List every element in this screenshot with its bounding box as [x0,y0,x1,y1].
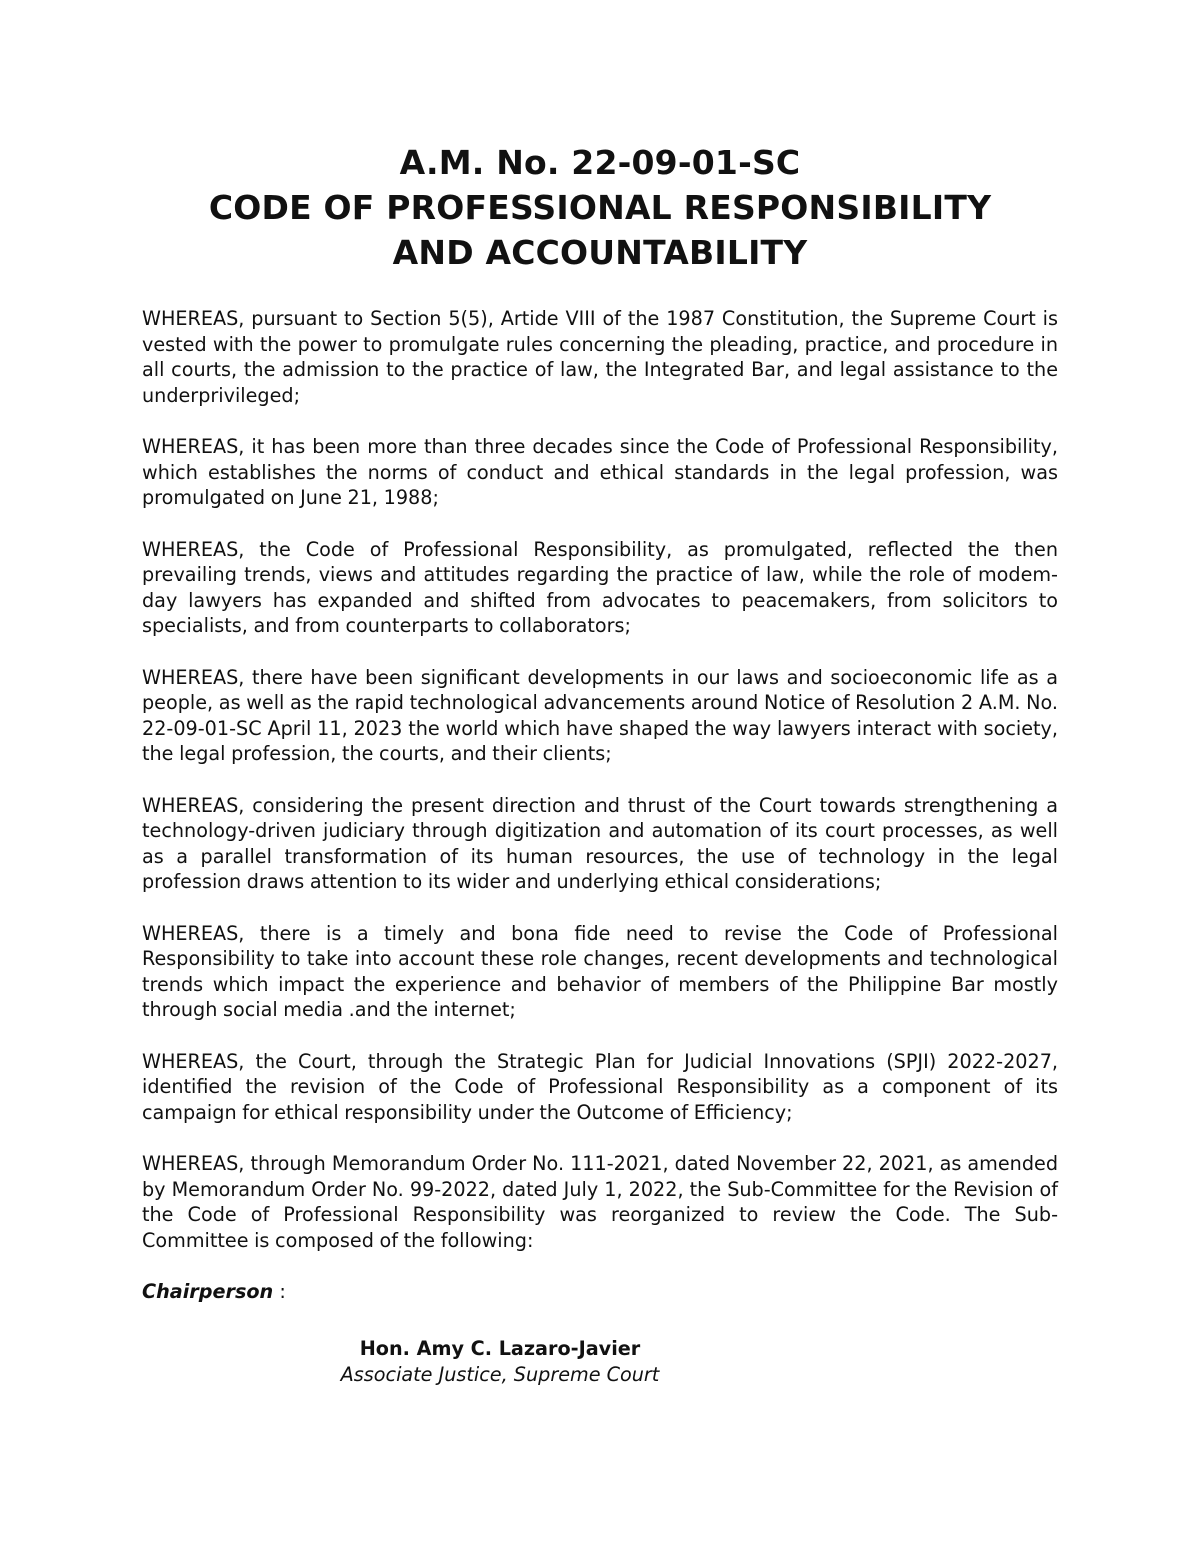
whereas-paragraph-2: WHEREAS, it has been more than three decades since the Code of Professional Responsibility, which establishes the norms of conduct and ethical standards in the legal profession, was promulgated on June 21, 1988; [142,435,1058,509]
chairperson-label: Chairperson [142,1280,274,1303]
chairperson-name: Hon. Amy C. Lazaro-Javier [359,1336,641,1360]
title-case-number: A.M. No. 22-09-01-SC [399,143,801,182]
document-body [142,306,1058,1387]
whereas-paragraph-4: WHEREAS, there have been significant developments in our laws and socioeconomic life as a people, as well as the rapid technological advancements around Notice of Resolution 2 A.M. No. 22-09-01-SC April 11, 2023 the world which have shaped the way lawyers interact with society, the legal profession, the courts, and their clients; [142,665,1058,765]
title-code-name-continued: AND ACCOUNTABILITY [392,233,808,272]
document-title [0,140,1200,275]
whereas-paragraph-1: WHEREAS, pursuant to Section 5(5), Artide VIII of the 1987 Constitution, the Supreme Court is vested with the power to promulgate rules concerning the pleading, practice, and procedure in all courts, the admission to the practice of law, the Integrated Bar, and legal assistance to the underprivileged; [142,307,1058,407]
whereas-paragraph-6: WHEREAS, there is a timely and bona fide need to revise the Code of Professional Responsibility to take into account these role changes, recent developments and technological trends which impact the experience and behavior of members of the Philippine Bar mostly through social media .and the internet; [142,921,1058,1021]
whereas-paragraph-8: WHEREAS, through Memorandum Order No. 111-2021, dated November 22, 2021, as amended by Memorandum Order No. 99-2022, dated July 1, 2022, the Sub-Committee for the Revision of the Code of Professional Responsibility was reorganized to review the Code. The Sub-Committee is composed of the following: [142,1152,1058,1252]
chairperson-title: Associate Justice, Supreme Court [340,1362,660,1386]
title-code-name: CODE OF PROFESSIONAL RESPONSIBILITY [208,188,992,227]
whereas-paragraph-3: WHEREAS, the Code of Professional Responsibility, as promulgated, reflected the then prevailing trends, views and attitudes regarding the practice of law, while the role of modem-day lawyers has expanded and shifted from advocates to peacemakers, from solicitors to specialists, and from counterparts to collaborators; [142,537,1058,637]
whereas-paragraph-7: WHEREAS, the Court, through the Strategic Plan for Judicial Innovations (SPJI) 2022-2027, identified the revision of the Code of Professional Responsibility as a component of its campaign for ethical responsibility under the Outcome of Efficiency; [142,1049,1058,1124]
chairperson-heading [142,1279,1058,1305]
chairperson-signatory [42,1335,958,1387]
chairperson-colon: : [279,1280,286,1303]
whereas-paragraph-5: WHEREAS, considering the present direction and thrust of the Court towards strengthening a technology-driven judiciary through digitization and automation of its court processes, as well as a parallel transformation of its human resources, the use of technology in the legal profession draws attention to its wider and underlying ethical considerations; [142,793,1058,893]
